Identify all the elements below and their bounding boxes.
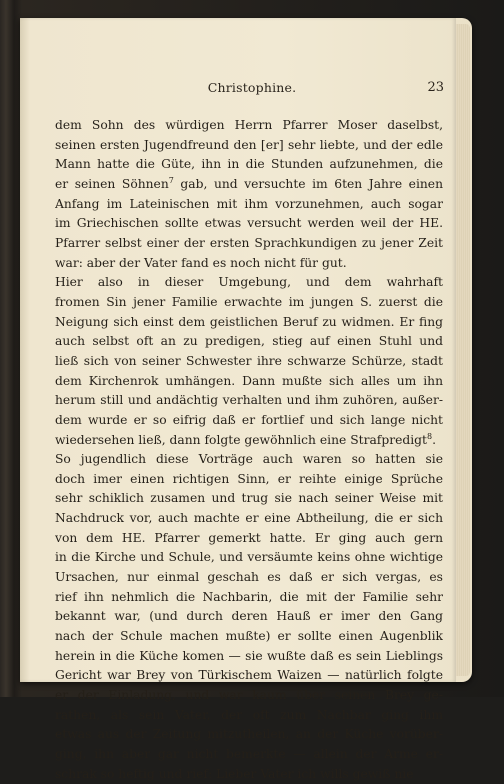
footnote-marker: 7	[168, 175, 174, 185]
line-text: Neigung sich einst dem geistlichen Beruf zu widmen. Er fing	[55, 314, 443, 329]
line-text-continued: .	[432, 432, 436, 447]
running-head: Christophine.	[207, 80, 297, 95]
footnote-marker: 8	[426, 431, 433, 441]
line-text: doch imer einen richtigen Sinn, er reihte einige Sprüche	[55, 471, 443, 486]
text-line	[55, 411, 443, 431]
line-text: etwas aus der Zeitung mitzutheilen, an der Küche vorüber-	[55, 727, 443, 742]
text-line	[55, 489, 443, 509]
line-text: er der Einladung, und war kaum über seinen Brey ge-	[55, 688, 443, 703]
line-text: Ursachen, nur einmal geschah es daß er sich vergas, es	[55, 570, 443, 585]
text-line	[55, 352, 443, 372]
text-line	[55, 332, 443, 352]
line-text: seinen ersten Jugendfreund den [er] sehr liebte, und der edle	[55, 137, 443, 152]
body-text	[55, 116, 443, 784]
text-line	[55, 568, 443, 588]
page-header	[60, 80, 444, 98]
line-text: in die Kirche und Schule, und versäumte keins ohne wichtige	[55, 550, 443, 565]
text-line	[55, 529, 443, 549]
text-line	[55, 136, 443, 156]
line-text: Mann hatte die Güte, ihn in die Stunden aufzunehmen, die	[55, 157, 443, 172]
line-text-continued: gab, und versuchte im 6ten Jahre einen	[173, 176, 443, 191]
text-line	[55, 214, 443, 234]
line-text: dem Sohn des würdigen Herrn Pfarrer Moser daselbst,	[55, 118, 443, 132]
text-line	[55, 254, 443, 274]
line-text: auch selbst oft an zu predigen, stieg auf einen Stuhl und	[55, 334, 443, 349]
text-line	[55, 431, 443, 451]
line-text: im Griechischen sollte etwas versucht werden weil der HE.	[55, 216, 443, 231]
text-line	[55, 686, 443, 706]
text-line	[55, 588, 443, 608]
line-text: fromen Sin jener Familie erwachte im jungen S. zuerst die	[55, 294, 443, 309]
line-text: Hier also in dieser Umgebung, und dem wahrhaft	[55, 275, 443, 290]
text-line	[55, 666, 443, 686]
line-text: war: aber der Vater fand es noch nicht für gut.	[55, 255, 347, 270]
text-line	[55, 765, 443, 784]
text-line	[55, 725, 443, 745]
line-text: herein in die Küche komen — sie wußte daß es sein Lieblings	[55, 648, 443, 663]
text-line	[55, 313, 443, 333]
line-text: bekannt war, (und durch deren Hauß er imer den Gang	[55, 609, 443, 624]
text-line	[55, 647, 443, 667]
line-text: ließ sich von seiner Schwester ihre schwarze Schürze, stadt	[55, 353, 443, 368]
line-text: ging, ihn aber gar nicht bemerkte — allein der Arme er-	[55, 747, 443, 761]
line-text: rief ihn nehmlich die Nachbarin, die mit der Familie sehr	[55, 589, 443, 604]
page-number: 23	[427, 80, 444, 95]
line-text: Pfarrer selbst einer der ersten Sprachkundigen zu jener Zeit	[55, 235, 443, 250]
text-line	[55, 548, 443, 568]
text-line	[55, 470, 443, 490]
text-line	[55, 627, 443, 647]
line-text: schrak so heftig und rief: Lieber Vater ich wills gewiß nie	[55, 766, 414, 781]
line-text: herum still und andächtig verhalten und ihm zuhören, außer-	[55, 393, 443, 408]
line-text: wiedersehen ließ, dann folgte gewöhnlich eine Strafpredigt	[55, 432, 427, 447]
line-text: rathen, als sein Vater, der oft zum Nachbar ging ihm	[55, 707, 443, 722]
text-line	[55, 116, 443, 136]
line-text: Gericht war Brey von Türkischem Waizen — natürlich folgte	[55, 668, 443, 683]
text-line	[55, 607, 443, 627]
text-line	[55, 745, 443, 765]
text-line	[55, 509, 443, 529]
text-line	[55, 175, 443, 195]
line-text: Anfang im Lateinischen mit ihm vorzunehmen, auch sogar	[55, 196, 443, 211]
text-line	[55, 155, 443, 175]
text-line	[55, 706, 443, 726]
page-edges	[456, 24, 470, 676]
line-text: nach der Schule machen mußte) er sollte einen Augenblik	[55, 629, 443, 644]
text-line	[55, 372, 443, 392]
line-text: Nachdruck vor, auch machte er eine Abtheilung, die er sich	[55, 511, 443, 526]
line-text: er seinen Söhnen	[55, 176, 169, 191]
line-text: dem wurde er so eifrig daß er fortlief und sich lange nicht	[55, 412, 443, 427]
line-text: dem Kirchenrok umhängen. Dann mußte sich alles um ihn	[55, 373, 443, 388]
text-line	[55, 195, 443, 215]
text-line	[55, 293, 443, 313]
line-text: So jugendlich diese Vorträge auch waren so hatten sie	[55, 452, 443, 467]
line-text: sehr schiklich zusamen und trug sie nach seiner Weise mit	[55, 491, 443, 506]
text-line	[55, 450, 443, 470]
text-line	[55, 273, 443, 293]
text-line	[55, 391, 443, 411]
text-line	[55, 234, 443, 254]
line-text: von dem HE. Pfarrer gemerkt hatte. Er ging auch gern	[55, 530, 443, 545]
